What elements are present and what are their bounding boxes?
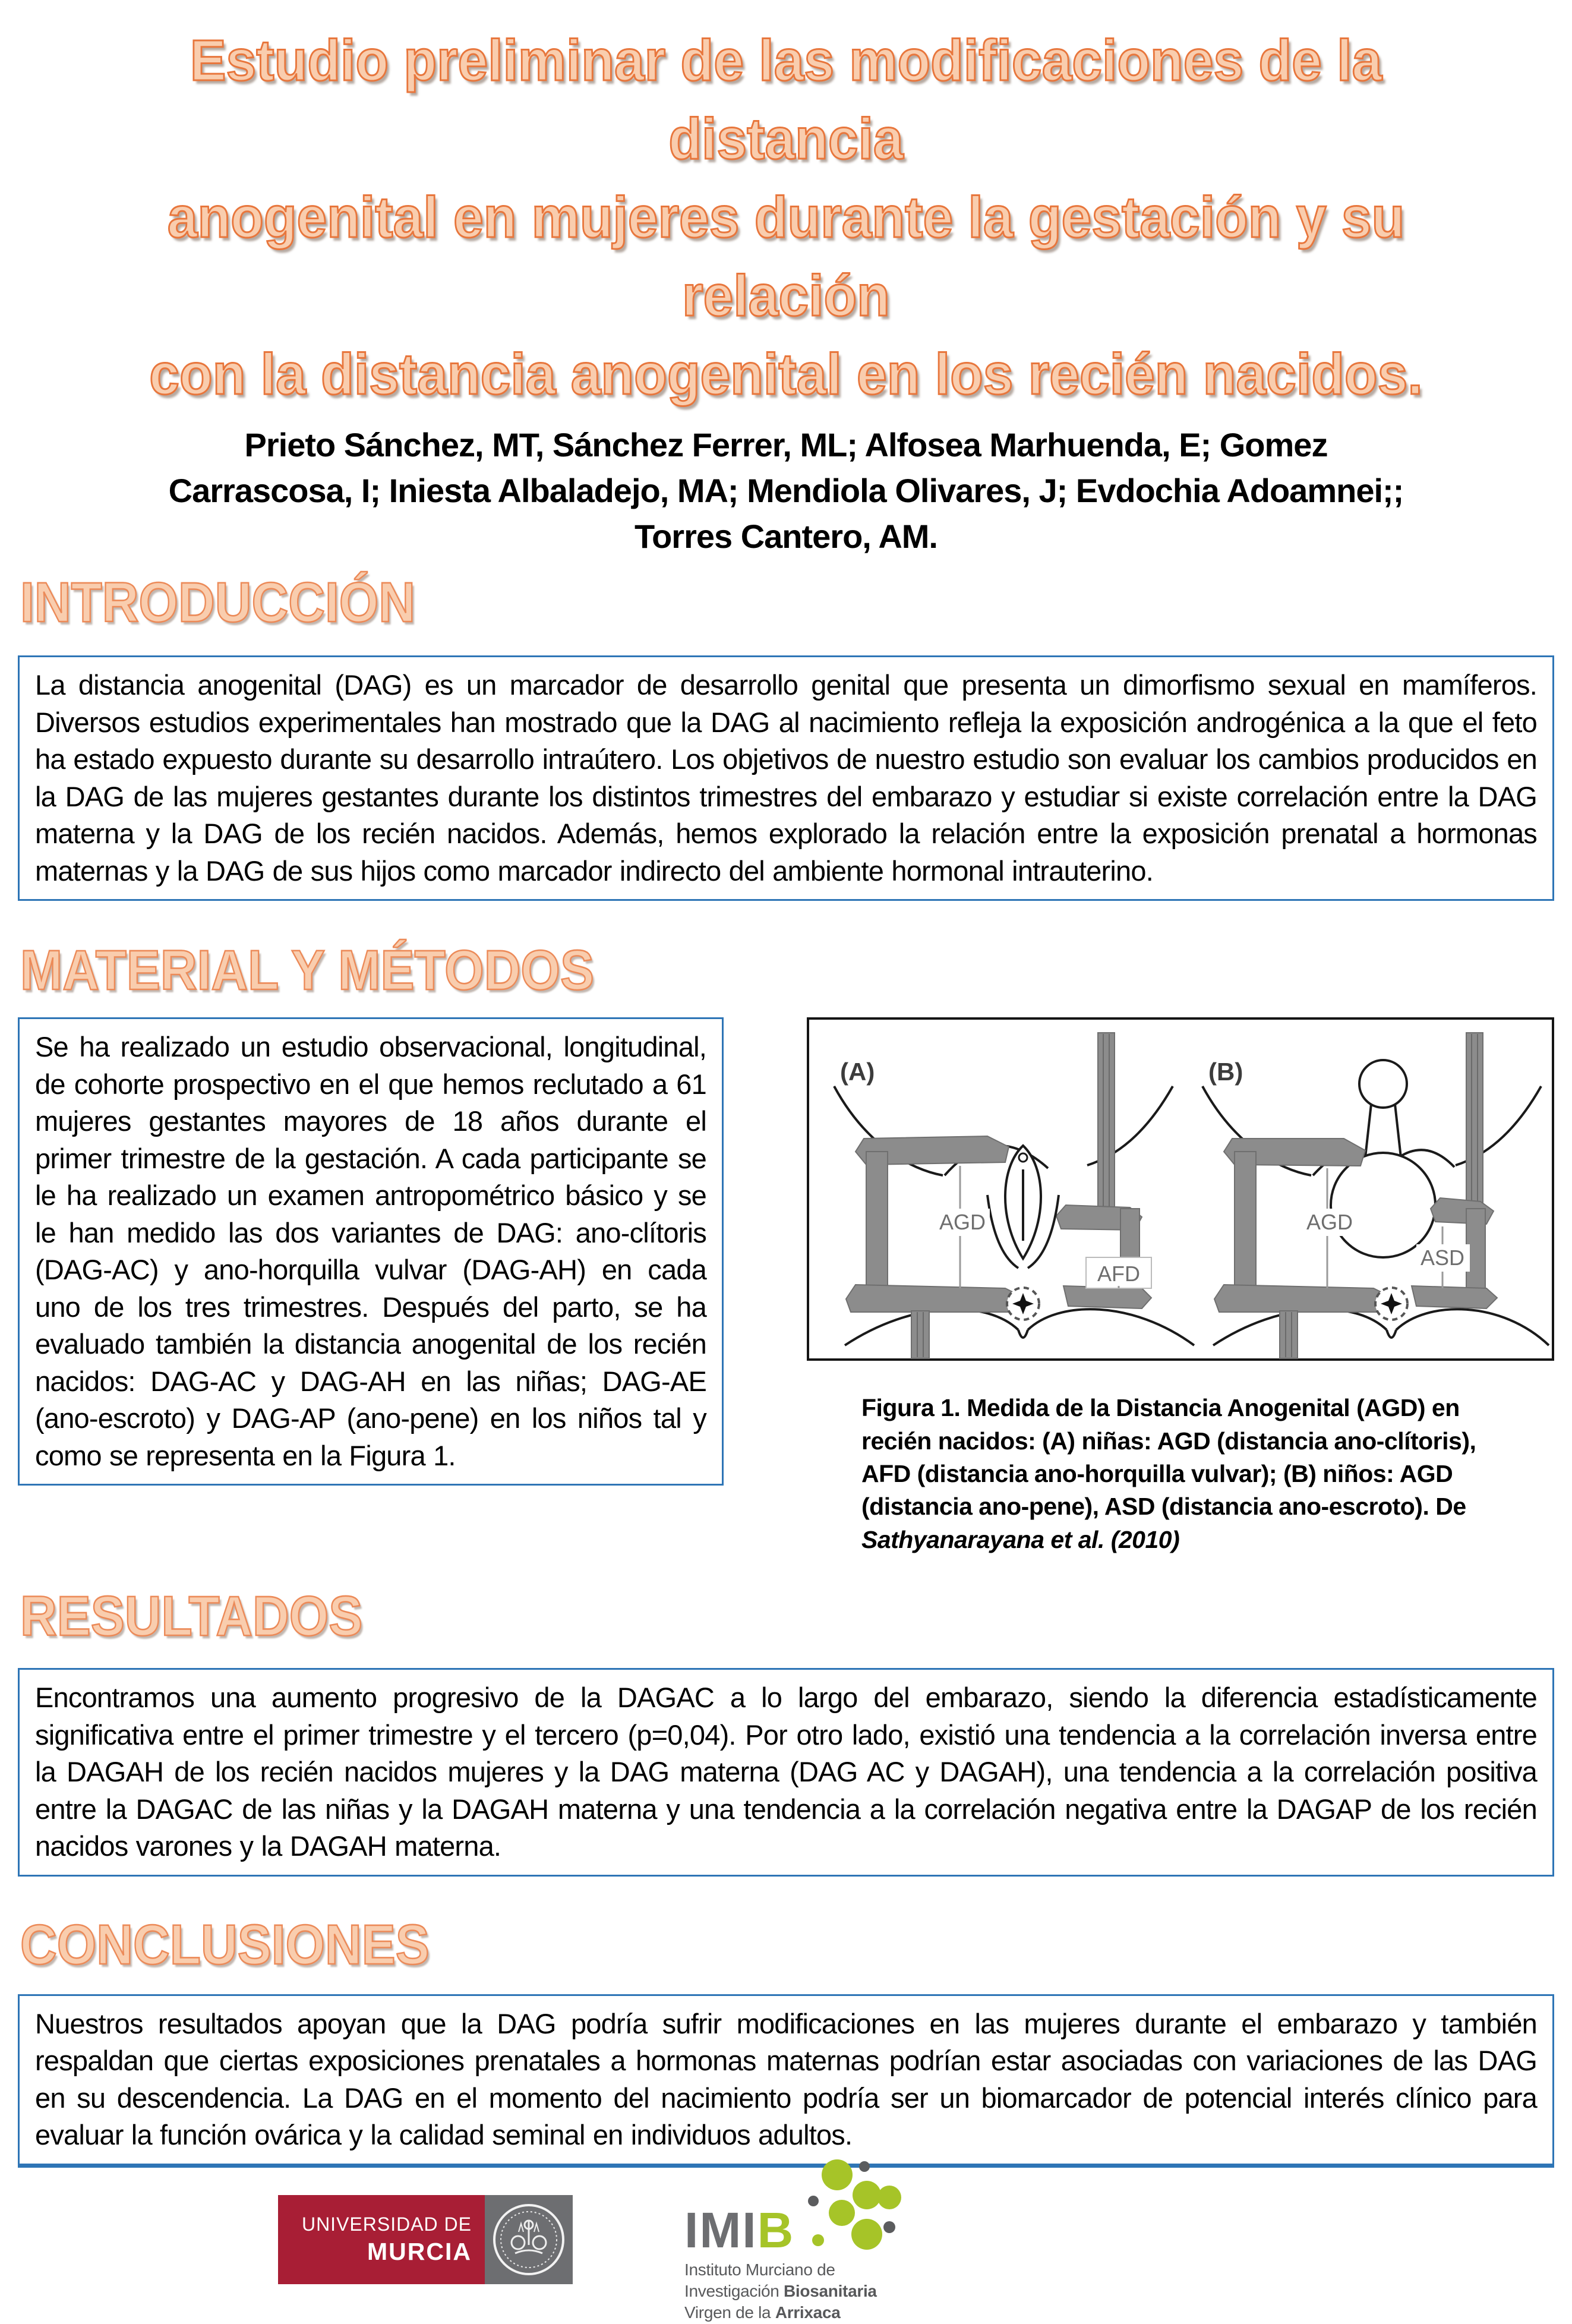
authors-line-3: Torres Cantero, AM.: [635, 518, 937, 556]
poster-title: [81, 21, 1491, 414]
material-text-box: Se ha realizado un estudio observacional, longitudinal, de cohorte prospectivo en el que hemos reclutado a 61 mujeres gestantes mayores de 18 años durante el primer trimestre de la gestación. A cada participante se le ha realizado un examen antropométrico básico y se le han medido las dos variantes de DAG: ano-clítoris (DAG-AC) y ano-horquilla vulvar (DAG-AH) en cada uno de los tres trimestres. Después del parto, se ha evaluado también la distancia anogenital de los recién nacidos: DAG-AC y DAG-AH en las niñas; DAG-AE (ano-escroto) y DAG-AP (ano-pene) en los niños tal y como se representa en la Figura 1.: [18, 1017, 724, 1486]
introduccion-text-box: La distancia anogenital (DAG) es un marcador de desarrollo genital que presenta un dimorfismo sexual en mamíferos. Diversos estudios experimentales han mostrado que la DAG al nacimiento refleja la exposición androgénica a la que el feto ha estado expuesto durante su desarrollo intraútero. Los objetivos de nuestro estudio son evaluar los cambios producidos en la DAG de las mujeres gestantes durante los distintos trimestres del embarazo y estudiar si existe correlación entre la DAG materna y la DAG de los recién nacidos. Además, hemos explorado la relación entre la exposición prenatal a hormonas maternas y la DAG de sus hijos como marcador indirecto del ambiente hormonal intrauterino.: [18, 655, 1554, 901]
figure-panel-a-label: (A): [840, 1058, 875, 1086]
authors-line-1: Prieto Sánchez, MT, Sánchez Ferrer, ML; Alfosea Marhuenda, E; Gomez: [244, 425, 1328, 463]
imib-text-block: [684, 2259, 934, 2324]
imib-text-line2: Investigación Biosanitaria: [684, 2281, 877, 2300]
um-logo-red-panel: [278, 2195, 485, 2284]
section-heading-material: MATERIAL Y MÉTODOS: [20, 939, 594, 1002]
figure-column: [807, 1017, 1554, 1556]
figure-1-caption: [861, 1392, 1497, 1556]
imib-acronym-gray: IMI: [684, 2202, 757, 2258]
title-line-2: anogenital en mujeres durante la gestación y su relación: [167, 184, 1405, 328]
section-heading-conclusiones: CONCLUSIONES: [20, 1913, 430, 1976]
imib-acronym-green: B: [757, 2202, 795, 2258]
section-heading-resultados: RESULTADOS: [20, 1585, 363, 1648]
universidad-de-murcia-logo: [278, 2195, 573, 2284]
title-line-3: con la distancia anogenital en los recién nacidos.: [149, 341, 1423, 406]
anogenital-distance-diagram: [809, 1020, 1552, 1358]
title-line-1: Estudio preliminar de las modificaciones de la distancia: [190, 28, 1382, 171]
poster-page: [0, 21, 1572, 2322]
authors-line-2: Carrascosa, I; Iniesta Albaladejo, MA; Mendiola Olivares, J; Evdochia Adoamnei;;: [168, 471, 1404, 509]
conclusiones-text-box: Nuestros resultados apoyan que la DAG podría sufrir modificaciones en las mujeres durante el embarazo y también respaldan que ciertas exposiciones prenatales a hormonas maternas podrían estar asociadas con variaciones de las DAG en su descendencia. La DAG en el momento del nacimiento podría ser un biomarcador de potencial interés clínico para evaluar la función ovárica y la calidad seminal en individuos adultos.: [18, 1994, 1554, 2168]
figure-caption-source: Sathyanarayana et al. (2010): [861, 1525, 1180, 1553]
figure-1: [807, 1017, 1554, 1361]
figure-label-afd: AFD: [1097, 1262, 1140, 1286]
um-logo-line2: MURCIA: [367, 2237, 472, 2265]
figure-caption-text: Figura 1. Medida de la Distancia Anogenital (AGD) en recién nacidos: (A) niñas: AGD (distancia ano-clítoris), AFD (distancia ano-horquilla vulvar); (B) niños: AGD (distancia ano-pene), ASD (distancia ano-escroto). De: [861, 1394, 1476, 1521]
resultados-text-box: Encontramos una aumento progresivo de la DAGAC a lo largo del embarazo, siendo la diferencia estadísticamente significativa entre el primer trimestre y el tercero (p=0,04). Por otro lado, existió una tendencia a la correlación inversa entre la DAGAH de los recién nacidos mujeres y la DAG materna (DAG AC y DAGAH), una tendencia a la correlación positiva entre la DAGAC de las niñas y la DAGAH materna y una tendencia a la correlación negativa entre la DAGAP de los recién nacidos varones y la DAGAH materna.: [18, 1668, 1554, 1877]
imib-text-line3: Virgen de la Arrixaca: [684, 2303, 841, 2322]
imib-acronym: [684, 2202, 795, 2258]
figure-panel-b-label: (B): [1208, 1058, 1243, 1086]
section-heading-introduccion: INTRODUCCIÓN: [20, 571, 415, 635]
figure-label-agd-a: AGD: [939, 1210, 986, 1235]
material-row: [18, 1017, 1554, 1556]
footer-logos: [278, 2195, 1572, 2324]
imib-text-line1: Instituto Murciano de: [684, 2260, 835, 2279]
imib-logo: [684, 2188, 934, 2324]
imib-dots-icon: [800, 2158, 901, 2253]
um-logo-seal-panel: [485, 2195, 573, 2284]
um-logo-line1: UNIVERSIDAD DE: [301, 2213, 472, 2235]
um-seal-icon: [490, 2201, 567, 2278]
figure-label-asd: ASD: [1420, 1245, 1465, 1270]
authors-block: [0, 422, 1572, 560]
figure-label-agd-b: AGD: [1306, 1210, 1353, 1235]
